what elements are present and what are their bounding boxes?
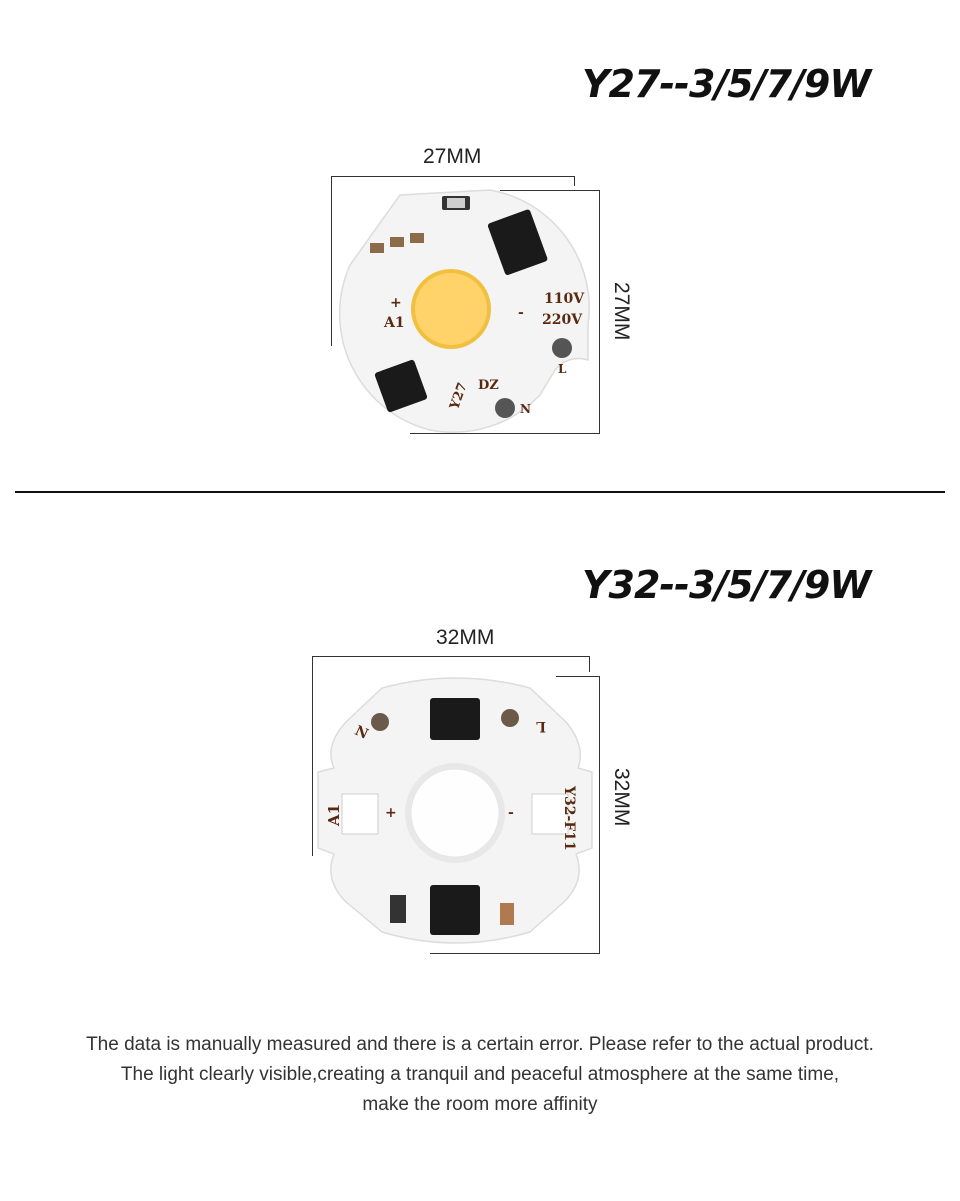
- height-label: 27MM: [610, 282, 633, 341]
- footer-line-3: make the room more affinity: [362, 1094, 598, 1115]
- brand-mark: DZ: [478, 378, 499, 393]
- mount-slot-left: [342, 794, 378, 834]
- ic-chip-top: [430, 698, 480, 740]
- led-emitter-cool: [411, 769, 499, 857]
- width-dimension-line: [331, 176, 575, 177]
- voltage-220-mark: 220V: [542, 312, 583, 328]
- resistor-2: [390, 237, 404, 247]
- footer-note: [0, 1030, 960, 1120]
- line-mark: L: [536, 718, 546, 734]
- width-dimension-line: [312, 656, 590, 657]
- width-label: 32MM: [436, 626, 495, 649]
- ic-chip-bottom: [430, 885, 480, 935]
- smd-component-face: [447, 198, 465, 208]
- voltage-110-mark: 110V: [544, 291, 585, 307]
- capacitor: [500, 903, 514, 925]
- footer-line-1: The data is manually measured and there is a certain error. Please refer to the actual product.: [86, 1034, 874, 1055]
- product-title: Y27--3/5/7/9W: [582, 62, 871, 106]
- neutral-mark: N: [352, 722, 371, 743]
- height-label: 32MM: [610, 768, 633, 827]
- polarity-minus-mark: -: [508, 805, 514, 821]
- polarity-plus-mark: +: [385, 805, 397, 821]
- y27-led-board: [330, 185, 600, 435]
- led-emitter-warm: [415, 273, 487, 345]
- width-label: 27MM: [423, 145, 482, 168]
- resistor-body: [390, 895, 406, 923]
- line-mark: L: [558, 362, 567, 376]
- model-mark: Y27: [447, 380, 471, 412]
- anode-mark: A1: [325, 803, 343, 826]
- y32-led-board: [310, 670, 602, 955]
- section-divider: [15, 491, 945, 493]
- solder-pad-n: [371, 713, 389, 731]
- product-title: Y32--3/5/7/9W: [582, 563, 871, 607]
- anode-mark: A1: [384, 315, 405, 331]
- solder-pad-n: [495, 398, 515, 418]
- resistor-3: [410, 233, 424, 243]
- solder-pad-l: [552, 338, 572, 358]
- polarity-minus-mark: -: [518, 305, 524, 321]
- footer-line-2: The light clearly visible,creating a tranquil and peaceful atmosphere at the same time,: [120, 1064, 840, 1085]
- solder-pad-l: [501, 709, 519, 727]
- neutral-mark: N: [520, 402, 531, 416]
- polarity-plus-mark: +: [390, 295, 402, 311]
- model-mark: Y32-F11: [561, 786, 577, 851]
- resistor-1: [370, 243, 384, 253]
